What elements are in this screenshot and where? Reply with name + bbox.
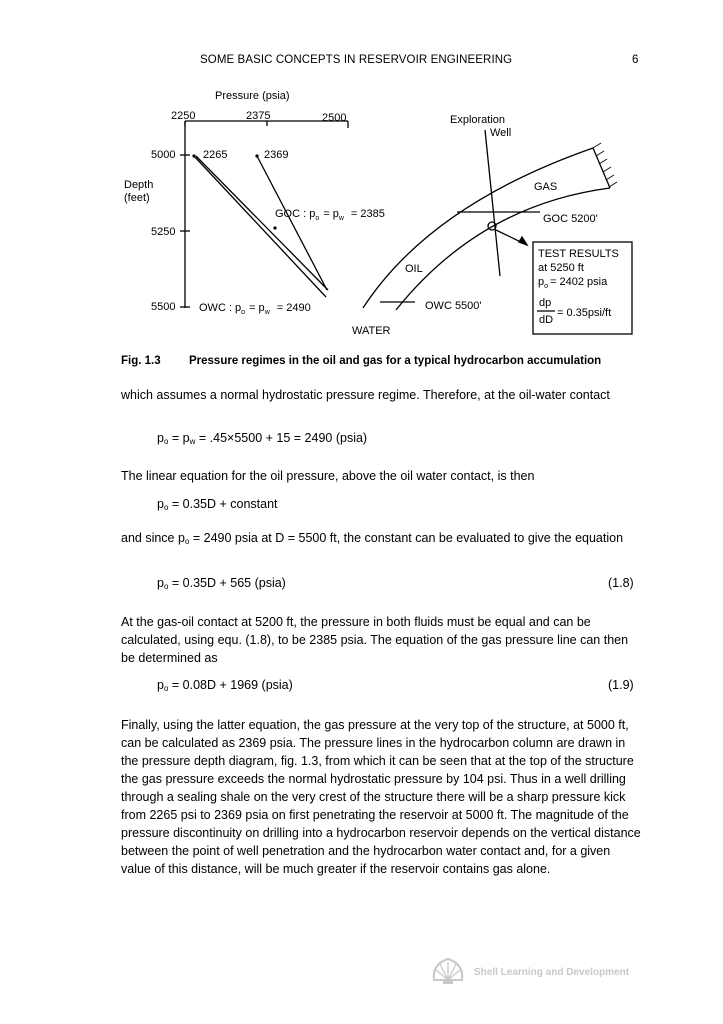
page-number: 6 (632, 54, 639, 66)
equation-1: $p_o = p_w = .45\times 5500 + 15 = 2490$ (psia) (157, 431, 368, 446)
depth-axis-unit: (feet) (124, 192, 150, 204)
shell-logo-icon (430, 956, 466, 986)
hatching (593, 143, 617, 187)
pressure-tick: 2250 (171, 110, 196, 122)
figure-caption (121, 355, 601, 367)
gradient-numerator: dp (539, 297, 552, 309)
owc-depth-label: OWC 5500' (425, 300, 482, 312)
well-label: Exploration (450, 114, 506, 126)
goc-depth-label: GOC 5200' (543, 213, 598, 225)
footer-brand-text: Shell Learning and Development (474, 967, 630, 978)
equation-3-number: (1.8) (608, 576, 634, 590)
oil-pressure-line (194, 156, 326, 297)
water-zone-label: WATER (352, 325, 391, 337)
well-line (485, 130, 500, 276)
oil-zone-label: OIL (405, 263, 423, 275)
top-oil-pressure: 2265 (203, 149, 228, 161)
figure-caption-text: Pressure regimes in the oil and gas for a typical hydrocarbon accumulation (189, 355, 602, 367)
gradient-denominator: dD (539, 314, 554, 326)
depth-axis-label: Depth (124, 179, 154, 191)
figure-pressure-regimes (0, 0, 723, 350)
depth-tick: 5250 (151, 226, 176, 238)
pressure-axis-label: Pressure (psia) (215, 90, 290, 102)
pressure-tick: 2375 (246, 110, 271, 122)
figure-number: Fig. 1.3 (121, 355, 161, 367)
test-depth: at 5250 ft (538, 262, 584, 274)
paragraph-4: At the gas-oil contact at 5200 ft, the pressure in both fluids must be equal and can be calculated, using equ. (1.8), to be 2385 psia. The equation of the gas pressure line can then be determined as (121, 615, 629, 665)
gas-zone-label: GAS (534, 181, 558, 193)
paragraph-2: The linear equation for the oil pressure, above the oil water contact, is then (121, 469, 535, 483)
test-pressure: $p_o = 2402$ psia (538, 276, 608, 290)
depth-tick: 5500 (151, 301, 176, 313)
water-pressure-line (196, 156, 328, 290)
equation-4-number: (1.9) (608, 678, 634, 692)
paragraph-3: and since $p_o = 2490$ psia at D = 5500 ft, the constant can be evaluated to give the equation (121, 531, 624, 546)
gas-pressure-line (257, 156, 327, 290)
owc-pressure-label: OWC : $p_o = p_w = 2490$ (199, 302, 311, 316)
pressure-tick: 2500 (322, 112, 347, 124)
equation-3: $p_o = 0.35D + 565$ (psia) (157, 576, 286, 591)
paragraph-1: which assumes a normal hydrostatic pressure regime. Therefore, at the oil-water contact (121, 388, 610, 402)
gradient-value: = 0.35psi/ft (557, 307, 612, 319)
running-header-title: SOME BASIC CONCEPTS IN RESERVOIR ENGINEERING (200, 54, 513, 66)
well-label-2: Well (490, 127, 512, 139)
equation-4: $p_o = 0.08D + 1969$ (psia) (157, 678, 293, 693)
top-gas-pressure: 2369 (264, 149, 289, 161)
paragraph-5: Finally, using the latter equation, the gas pressure at the very top of the structure, at 5000 ft, can be calculated as 2369 psia. The pressure lines in the hydrocarbon column are drawn in the pressure depth diagram, fig. 1.3, from which it can be seen that at the top of the structure the gas pressure exceeds the normal hydrostatic pressure by 104 psi. Thus in a well drilling through a sealing shale on the very crest of the structure there will be a sharp pressure kick from 2265 psi to 2369 psia on first penetrating the reservoir at 5000 ft. The magnitude of the pressure discontinuity on drilling into a hydrocarbon reservoir depends on the vertical distance between the point of well penetration and the hydrocarbon water contact and, for a given value of this distance, will be much greater if the reservoir contains gas alone. (121, 718, 641, 876)
equation-2: $p_o = 0.35D$ + constant (157, 497, 278, 512)
goc-pressure-label: GOC : $p_o = p_w = 2385$ (275, 208, 385, 222)
depth-tick: 5000 (151, 149, 176, 161)
test-results-title: TEST RESULTS (538, 248, 619, 260)
